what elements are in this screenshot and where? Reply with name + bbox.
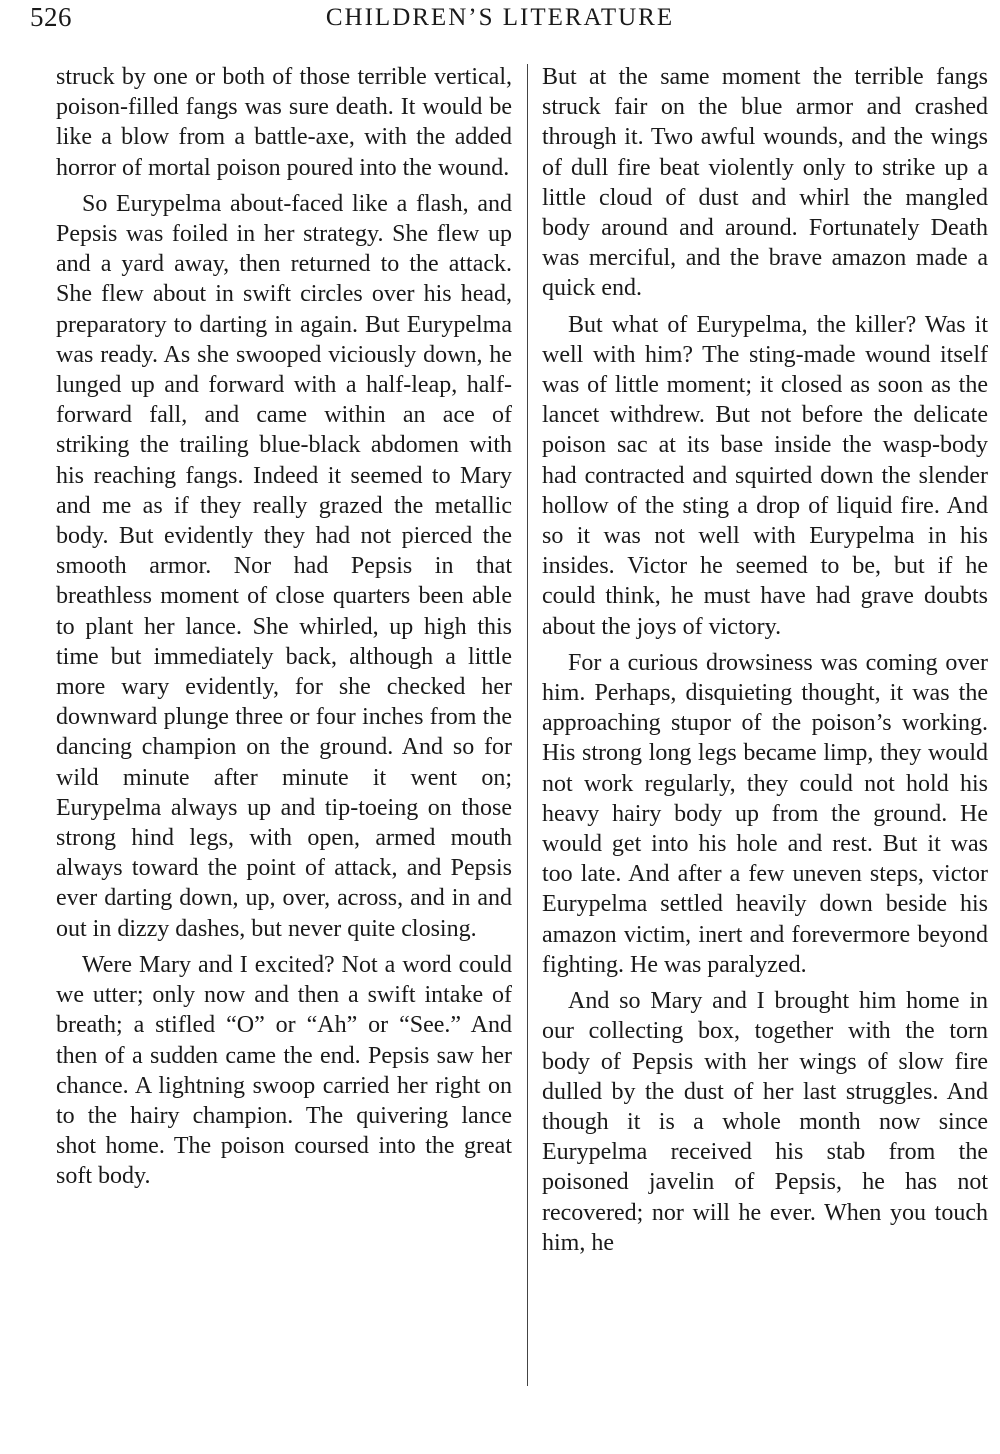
right-column bbox=[542, 62, 988, 1258]
page-number: 526 bbox=[30, 2, 72, 32]
paragraph: And so Mary and I brought him home in our collecting box, together with the torn body of Pepsis with her wings of slow fire dulled by the dust of her last struggles. And though it is a whole month now since Eurypelma received his stab from the poisoned javelin of Pepsis, he has not recovered; nor will he ever. When you touch him, he bbox=[542, 988, 988, 1256]
column-divider bbox=[527, 64, 528, 1386]
running-head: CHILDREN’S LITERATURE bbox=[325, 4, 675, 31]
paragraph: But at the same moment the terrible fangs struck fair on the blue armor and crashed through it. Two awful wounds, and the wings of dull fire beat violently only to strike up a little cloud of dust and whirl the mangled body around and around. Fortunately Death was merciful, and the brave amazon made a quick end. bbox=[542, 64, 988, 302]
paragraph: For a curious drowsiness was coming over him. Perhaps, disquieting thought, it was the approaching stupor of the poison’s working. His strong long legs became limp, they would not work regularly, they could not hold his heavy hairy body up from the ground. He would get into his hole and rest. But it was too late. And after a few uneven steps, victor Eurypelma settled heavily down beside his amazon victim, inert and forevermore beyond fighting. He was paralyzed. bbox=[542, 649, 988, 978]
paragraph: So Eurypelma about-faced like a flash, and Pepsis was foiled in her strategy. She flew up and a yard away, then returned to the attack. She flew about in swift circles over his head, preparatory to darting in again. But Eurypelma was ready. As she swooped viciously down, he lunged up and forward with a half-leap, half-forward fall, and came within an ace of striking the trailing blue-black abdomen with his reaching fangs. Indeed it seemed to Mary and me as if they really grazed the metallic body. But evidently they had not pierced the smooth armor. Nor had Pepsis in that breathless moment of close quarters been able to plant her lance. She whirled, up high this time but immediately back, although a little more wary evidently, for she checked her downward plunge three or four inches from the dancing champion on the ground. And so for wild minute after minute it went on; Eurypelma always up and tip-toeing on those strong hind legs, with open, armed mouth always toward the point of attack, and Pepsis ever darting down, up, over, across, and in and out in dizzy dashes, but never quite closing. bbox=[56, 190, 512, 942]
paragraph: Were Mary and I excited? Not a word could we utter; only now and then a swift intake of breath; a stifled “O” or “Ah” or “See.” And then of a sudden came the end. Pepsis saw her chance. A lightning swoop carried her right on to the hairy champion. The quivering lance shot home. The poison coursed into the great soft body. bbox=[56, 951, 512, 1190]
paragraph: struck by one or both of those terrible vertical, poison-filled fangs was sure death. It would be like a blow from a battle-axe, with the added horror of mortal poison poured into the wound. bbox=[56, 64, 512, 181]
paragraph: But what of Eurypelma, the killer? Was it well with him? The sting-made wound itself was of little moment; it closed as soon as the lancet withdrew. But not before the delicate poison sac at its base inside the wasp-body had contracted and squirted down the slender hollow of the sting a drop of liquid fire. And so it was not well with Eurypelma in his insides. Victor he seemed to be, but if he could think, he must have had grave doubts about the joys of victory. bbox=[542, 311, 988, 640]
left-column bbox=[56, 62, 512, 1192]
